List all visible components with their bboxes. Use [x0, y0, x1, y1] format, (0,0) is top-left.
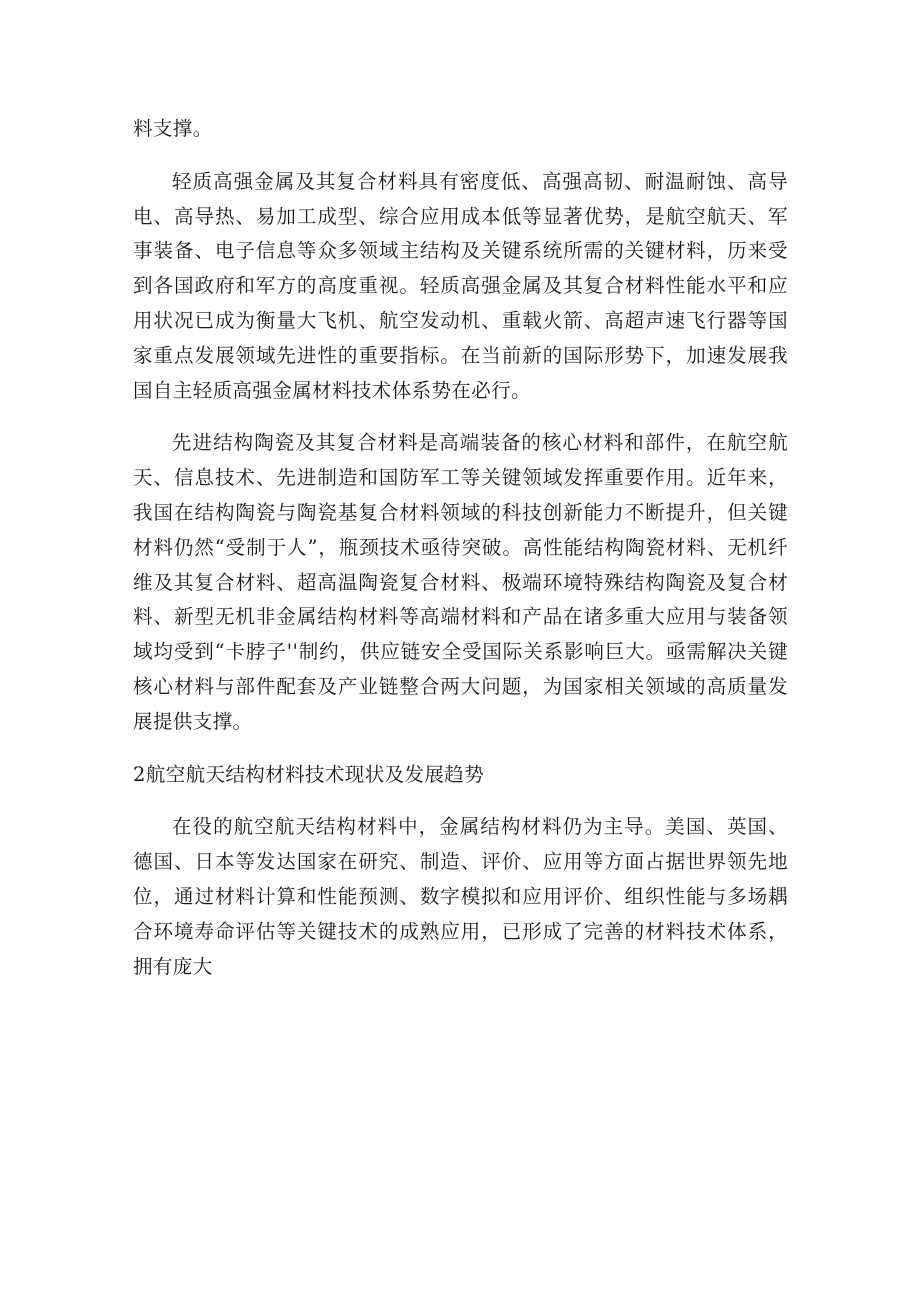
continued-paragraph: 料支撑。 — [133, 117, 213, 140]
paragraph-structural-ceramics: 先进结构陶瓷及其复合材料是高端装备的核心材料和部件，在航空航天、信息技术、先进制造和国防军工等关键领域发挥重要作用。近年来，我国在结构陶瓷与陶瓷基复合材料领域的科技创新能力不断提升，但关键材料仍然“受制于人”，瓶颈技术亟待突破。高性能结构陶瓷材料、无机纤维及其复合材料、超高温陶瓷复合材料、极端环境特殊结构陶瓷及复合材料、新型无机非金属结构材料等高端材料和产品在诸多重大应用与装备领域均受到“卡脖子''制约，供应链安全受国际关系影响巨大。亟需解决关键核心材料与部件配套及产业链整合两大问题，为国家相关领域的高质量发展提供支撑。 — [133, 431, 788, 733]
paragraph-light-metals: 轻质高强金属及其复合材料具有密度低、高强高韧、耐温耐蚀、高导电、高导热、易加工成型、综合应用成本低等显著优势，是航空航天、军事装备、电子信息等众多领域主结构及关键系统所需的关键材料，历来受到各国政府和军方的高度重视。轻质高强金属及其复合材料性能水平和应用状况已成为衡量大飞机、航空发动机、重载火箭、高超声速飞行器等国家重点发展领域先进性的重要指标。在当前新的国际形势下，加速发展我国自主轻质高强金属材料技术体系势在必行。 — [133, 169, 788, 402]
document-body — [133, 112, 788, 984]
paragraph-aerospace-materials: 在役的航空航天结构材料中，金属结构材料仍为主导。美国、英国、德国、日本等发达国家在研究、制造、评价、应用等方面占据世界领先地位，通过材料计算和性能预测、数字模拟和应用评价、组织性能与多场耦合环境寿命评估等关键技术的成熟应用，已形成了完善的材料技术体系，拥有庞大 — [133, 815, 788, 978]
section-heading: 2航空航天结构材料技术现状及发展趋势 — [133, 762, 485, 786]
